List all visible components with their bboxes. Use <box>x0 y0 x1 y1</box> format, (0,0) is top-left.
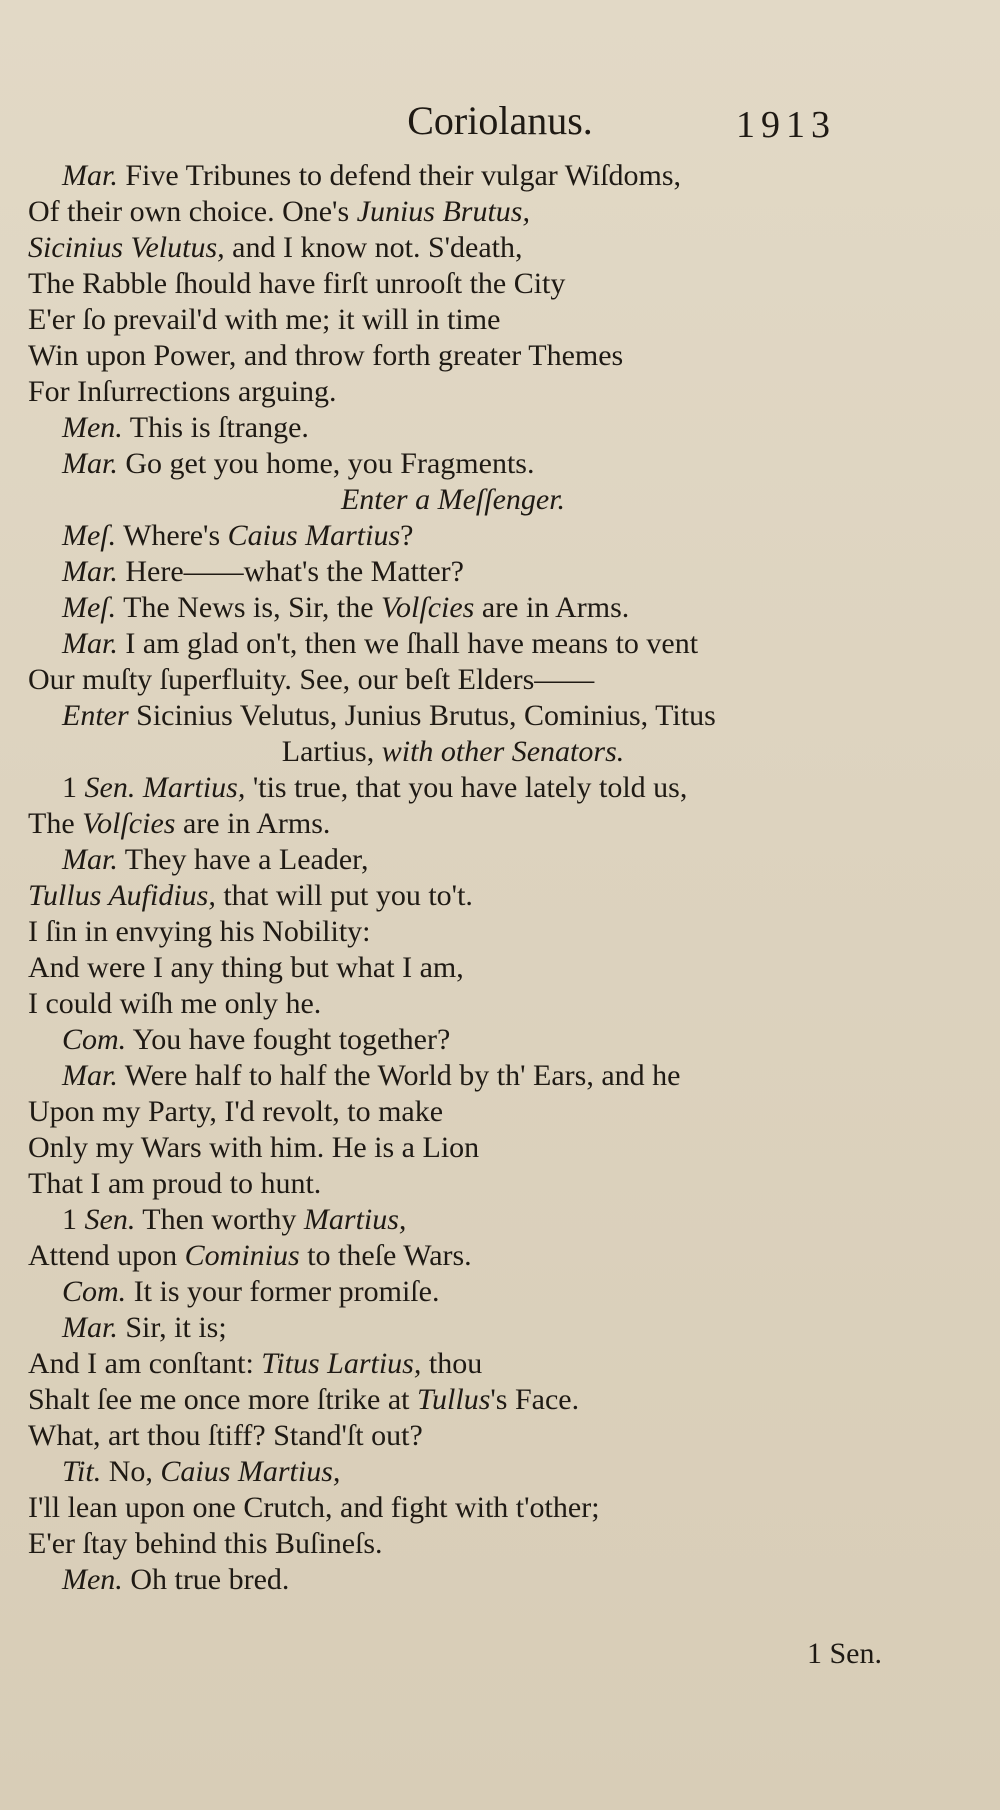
speaker-name: Men. <box>62 411 123 444</box>
text-run: are in Arms. <box>175 807 331 840</box>
text-run: For Inſurrections arguing. <box>28 375 337 408</box>
text-run: That I am proud to hunt. <box>28 1167 322 1200</box>
text-run: Oh true bred. <box>122 1563 290 1596</box>
text-line <box>28 1562 878 1598</box>
text-run: with other Senators. <box>381 735 625 768</box>
text-line <box>28 986 878 1022</box>
text-run: 1 <box>62 1203 85 1236</box>
text-run: 'tis true, that you have lately told us, <box>245 771 688 804</box>
text-run <box>135 771 143 804</box>
text-line <box>28 1094 878 1130</box>
text-line <box>28 1130 878 1166</box>
text-line <box>28 374 878 410</box>
text-run: It is your former promiſe. <box>126 1275 440 1308</box>
text-run: Junius Brutus, <box>356 195 530 228</box>
speaker-name: Meſ. <box>62 591 117 624</box>
text-line <box>28 770 878 806</box>
text-line <box>28 266 878 302</box>
speaker-name: Tit. <box>62 1455 102 1488</box>
text-run: E'er ſtay behind this Buſineſs. <box>28 1527 383 1560</box>
text-line <box>28 1202 878 1238</box>
text-run: The Rabble ſhould have firſt unrooſt the City <box>28 267 566 300</box>
text-run: I'll lean upon one Crutch, and fight with t'other; <box>28 1491 600 1524</box>
text-run: Martius, <box>303 1203 407 1236</box>
text-line <box>28 158 878 194</box>
text-run: Sicinius Velutus, <box>28 231 225 264</box>
speaker-name: Com. <box>62 1023 127 1056</box>
text-run: Tullus Aufidius, <box>28 879 216 912</box>
speaker-name: Mar. <box>62 555 118 588</box>
catchword: 1 Sen. <box>807 1637 882 1670</box>
speaker-name: Men. <box>62 1563 123 1596</box>
text-line <box>28 194 878 230</box>
text-run: 's Face. <box>490 1383 580 1416</box>
text-run: I ſin in envying his Nobility: <box>28 915 371 948</box>
text-line <box>28 950 878 986</box>
text-run: Caius Martius <box>227 519 401 552</box>
text-run: I am glad on't, then we ſhall have means to vent <box>117 627 699 660</box>
text-run: Our muſty ſuperfluity. See, our beſt Elders—— <box>28 663 595 696</box>
text-run: Cominius <box>184 1239 300 1272</box>
speaker-name: Sen. <box>84 771 136 804</box>
text-line <box>28 230 878 266</box>
text-run: And I am conſtant: <box>28 1347 262 1380</box>
speaker-name: Mar. <box>62 1311 118 1344</box>
text-line <box>28 590 878 626</box>
text-line <box>28 878 878 914</box>
text-run: thou <box>421 1347 483 1380</box>
text-run: Where's <box>116 519 228 552</box>
page-number: 1913 <box>736 104 836 146</box>
text-line <box>28 842 878 878</box>
speaker-name: Mar. <box>62 159 118 192</box>
text-run: Sicinius Velutus, Junius Brutus, Cominius, Titus <box>128 699 716 732</box>
text-line <box>28 626 878 662</box>
text-run: Volſcies <box>381 591 475 624</box>
text-run: Martius, <box>142 771 246 804</box>
text-line <box>28 1238 878 1274</box>
text-run: E'er ſo prevail'd with me; it will in time <box>28 303 501 336</box>
play-text <box>28 158 878 1598</box>
text-run: Were half to half the World by th' Ears, and he <box>117 1059 681 1092</box>
text-run: Enter <box>62 699 129 732</box>
text-run: You have fought together? <box>126 1023 451 1056</box>
text-line <box>28 662 878 698</box>
text-run: Five Tribunes to defend their vulgar Wiſdoms, <box>117 159 682 192</box>
text-run: This is ſtrange. <box>122 411 309 444</box>
text-run: that will put you to't. <box>215 879 473 912</box>
text-run: Upon my Party, I'd revolt, to make <box>28 1095 444 1128</box>
text-line <box>28 446 878 482</box>
speaker-name: Mar. <box>62 627 118 660</box>
text-run: Of their own choice. One's <box>28 195 357 228</box>
text-line <box>28 1166 878 1202</box>
text-run: I could wiſh me only he. <box>28 987 322 1020</box>
text-line <box>28 1454 878 1490</box>
text-run: Volſcies <box>82 807 176 840</box>
text-run: are in Arms. <box>474 591 630 624</box>
text-line <box>28 1526 878 1562</box>
text-line <box>28 1274 878 1310</box>
text-run: Win upon Power, and throw forth greater Themes <box>28 339 624 372</box>
text-run: Tullus <box>417 1383 491 1416</box>
text-run: Sir, it is; <box>117 1311 227 1344</box>
text-run: The <box>28 807 83 840</box>
text-run: Attend upon <box>28 1239 185 1272</box>
speaker-name: Com. <box>62 1275 127 1308</box>
text-run: Enter a Meſſenger. <box>340 483 566 516</box>
stage-direction <box>28 482 878 518</box>
speaker-name: Sen. <box>84 1203 136 1236</box>
speaker-name: Mar. <box>62 447 118 480</box>
speaker-name: Mar. <box>62 1059 118 1092</box>
text-run: ? <box>400 519 414 552</box>
text-run: The News is, Sir, the <box>116 591 382 624</box>
text-run: Here——what's the Matter? <box>117 555 464 588</box>
text-line <box>28 410 878 446</box>
text-run: No, <box>101 1455 161 1488</box>
text-run: They have a Leader, <box>117 843 369 876</box>
text-run: Shalt ſee me once more ſtrike at <box>28 1383 418 1416</box>
stage-direction <box>28 734 878 770</box>
text-run: 1 <box>62 771 85 804</box>
speaker-name: Mar. <box>62 843 118 876</box>
text-run: And were I any thing but what I am, <box>28 951 464 984</box>
text-line <box>28 1490 878 1526</box>
text-run: Caius Martius, <box>160 1455 341 1488</box>
text-line <box>28 914 878 950</box>
text-line <box>28 338 878 374</box>
running-head <box>0 96 1000 146</box>
text-line <box>28 1310 878 1346</box>
text-line <box>28 1058 878 1094</box>
text-line <box>28 1022 878 1058</box>
text-line <box>28 554 878 590</box>
speaker-name: Meſ. <box>62 519 117 552</box>
text-run: to theſe Wars. <box>299 1239 472 1272</box>
text-run: Titus Lartius, <box>261 1347 422 1380</box>
text-run: Go get you home, you Fragments. <box>117 447 535 480</box>
text-line <box>28 1382 878 1418</box>
text-run: Only my Wars with him. He is a Lion <box>28 1131 480 1164</box>
text-line <box>28 806 878 842</box>
text-run: What, art thou ſtiff? Stand'ſt out? <box>28 1419 423 1452</box>
text-line <box>28 1418 878 1454</box>
text-run: and I know not. S'death, <box>224 231 523 264</box>
text-run: Then worthy <box>135 1203 304 1236</box>
text-line <box>28 698 878 734</box>
text-line <box>28 302 878 338</box>
page-title: Coriolanus. <box>407 98 593 143</box>
text-run: Lartius, <box>281 735 382 768</box>
text-line <box>28 1346 878 1382</box>
text-line <box>28 518 878 554</box>
